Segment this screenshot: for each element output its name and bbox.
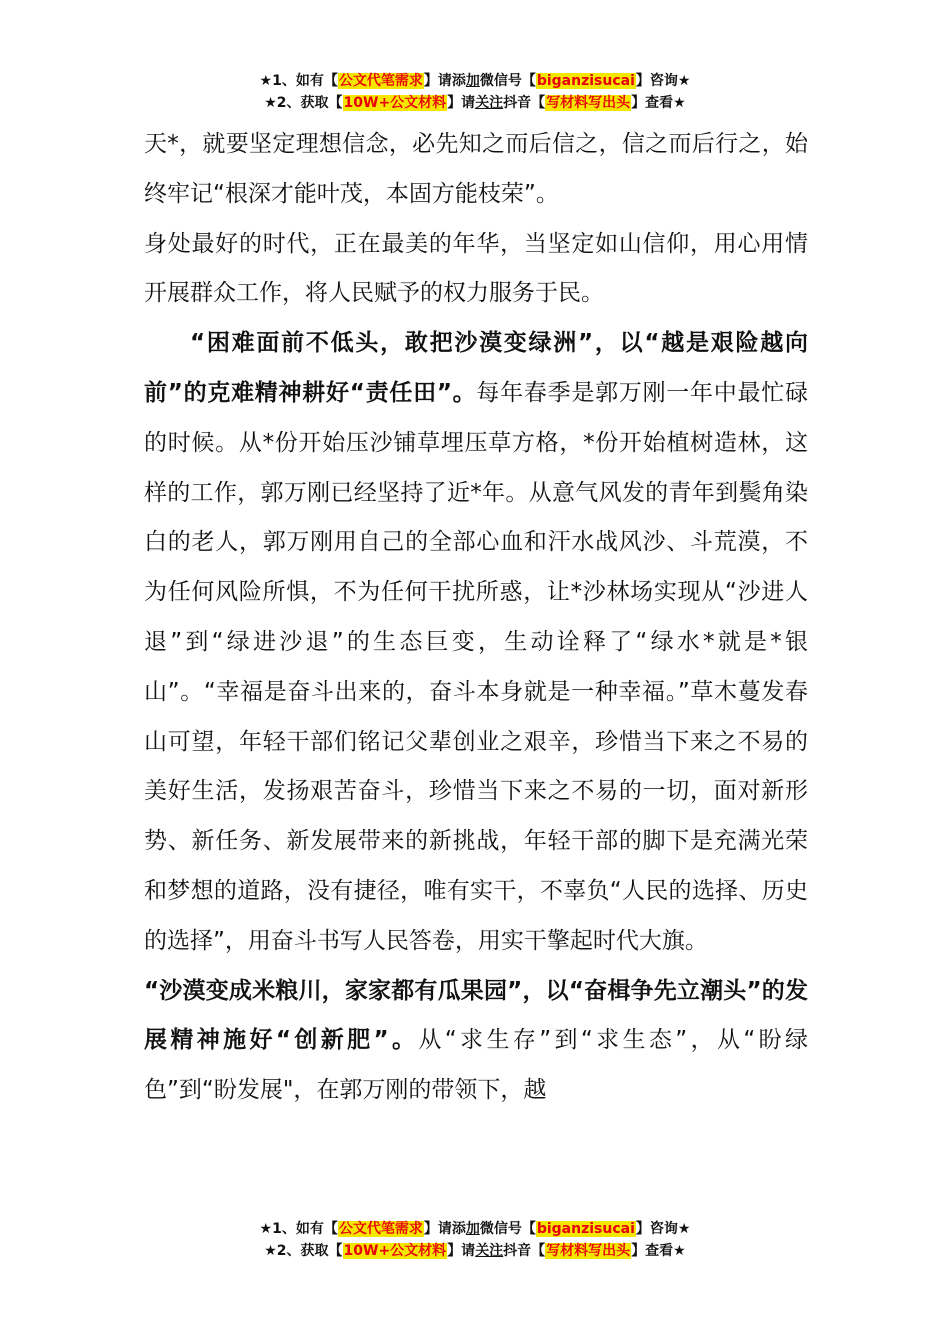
highlight-wechat-id: biganzisucai <box>536 1221 635 1237</box>
highlight-douyin: 写材料写出头 <box>546 1243 631 1259</box>
banner-underline: 加 <box>465 1221 480 1237</box>
banner-text: 】请添 <box>423 1221 466 1237</box>
paragraph-2: 身处最好的时代，正在最美的年华，当坚定如山信仰，用心用情开展群众工作，将人民赋予的权力服务于民。 <box>144 230 808 307</box>
banner-text: 抖音【 <box>503 95 546 111</box>
banner-line-2 <box>0 1240 950 1262</box>
banner-text: 微信号【 <box>479 1221 536 1237</box>
highlight-douyin: 写材料写出头 <box>546 95 631 111</box>
paragraph-3-heading: “困难面前不低头，敢把沙漠变绿洲”，以“越是艰险越向前”的克难精神耕好“责任田”。 <box>144 330 808 406</box>
highlight-wechat-id: biganzisucai <box>536 73 635 89</box>
banner-underline: 关注 <box>475 95 504 111</box>
banner-text: 】咨询★ <box>635 1221 691 1237</box>
banner-text: 】查看★ <box>631 95 686 111</box>
banner-text: ★2、获取【 <box>264 1243 343 1259</box>
banner-text: 】查看★ <box>631 1243 686 1259</box>
document-body <box>144 120 808 1116</box>
banner-underline: 加 <box>465 73 480 89</box>
highlight-service: 公文代笔需求 <box>338 73 423 89</box>
banner-text: 微信号【 <box>479 73 536 89</box>
paragraph-3-text: 每年春季是郭万刚一年中最忙碌的时候。从*份开始压沙铺草埋压草方格，*份开始植树造林，这样的工作，郭万刚已经坚持了近*年。从意气风发的青年到鬓角染白的老人，郭万刚用自己的全部心血和汗水战风沙、斗荒漠，不为任何风险所惧，不为任何干扰所惑，让*沙林场实现从“沙进人退”到“绿进沙退”的生态巨变，生动诠释了“绿水*就是*银山”。“幸福是奋斗出来的，奋斗本身就是一种幸福。”草木蔓发春山可望，年轻干部们铭记父辈创业之艰辛，珍惜当下来之不易的美好生活，发扬艰苦奋斗，珍惜当下来之不易的一切，面对新形势、新任务、新发展带来的新挑战，年轻干部的脚下是充满光荣和梦想的道路，没有捷径，唯有实干，不辜负“人民的选择、历史的选择”，用奋斗书写人民答卷，用实干擎起时代大旗。 <box>144 379 808 954</box>
banner-text: ★1、如有【 <box>259 1221 338 1237</box>
banner-text: ★2、获取【 <box>264 95 343 111</box>
paragraph-3 <box>144 319 808 966</box>
banner-text: 抖音【 <box>503 1243 546 1259</box>
banner-text: 】咨询★ <box>635 73 691 89</box>
banner-text: 】请 <box>447 1243 476 1259</box>
banner-text: ★1、如有【 <box>259 73 338 89</box>
footer-banner <box>0 1218 950 1262</box>
banner-text: 】请添 <box>423 73 466 89</box>
header-banner <box>0 70 950 114</box>
highlight-materials: 10W+公文材料 <box>343 1243 447 1259</box>
highlight-service: 公文代笔需求 <box>338 1221 423 1237</box>
banner-line-2 <box>0 92 950 114</box>
banner-line-1 <box>0 70 950 92</box>
banner-text: 】请 <box>447 95 476 111</box>
banner-underline: 关注 <box>475 1243 504 1259</box>
banner-line-1 <box>0 1218 950 1240</box>
paragraph-4-text: 从“求生存”到“求生态”，从“盼绿色”到“盼发展"，在郭万刚的带领下，越 <box>144 1027 809 1104</box>
paragraph-4-heading: “沙漠变成米粮川，家家都有瓜果园”，以“奋楫争先立潮头”的发展精神施好“创新肥”。 <box>144 977 808 1054</box>
paragraph-4 <box>144 967 808 1116</box>
highlight-materials: 10W+公文材料 <box>343 95 447 111</box>
paragraph-1: 天*，就要坚定理想信念，必先知之而后信之，信之而后行之，始终牢记“根深才能叶茂，本固方能枝荣”。 <box>144 131 808 207</box>
